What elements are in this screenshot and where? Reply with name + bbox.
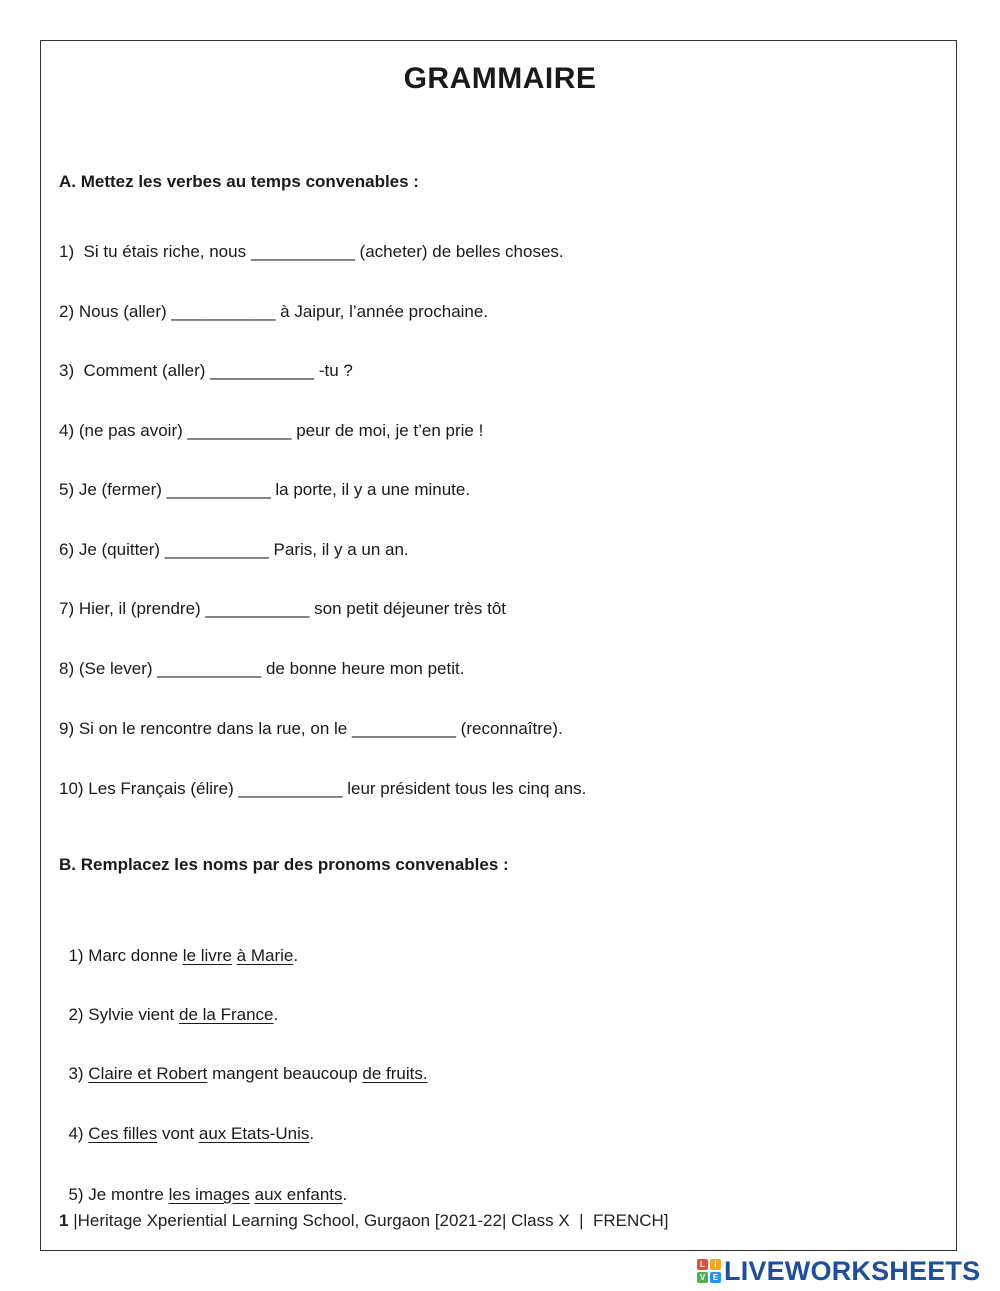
section-b-item-2: 2) Sylvie vient de la France.	[68, 1005, 279, 1024]
underlined-noun: Claire et Robert	[88, 1064, 208, 1083]
page-title: GRAMMAIRE	[403, 62, 597, 95]
section-a-item-8: 8) (Se lever) ___________ de bonne heure mon petit.	[59, 659, 465, 678]
section-a-item-5: 5) Je (fermer) ___________ la porte, il y a une minute.	[59, 480, 471, 499]
liveworksheets-watermark[interactable]	[697, 1256, 980, 1286]
underlined-noun: de la France	[179, 1005, 274, 1024]
section-a-item-4: 4) (ne pas avoir) ___________ peur de moi, je t’en prie !	[59, 421, 484, 440]
section-b-heading: B. Remplacez les noms par des pronoms convenables :	[59, 855, 509, 874]
section-a-item-9: 9) Si on le rencontre dans la rue, on le ___________ (reconnaître).	[59, 719, 563, 738]
underlined-noun: aux Etats-Unis	[198, 1124, 310, 1143]
underlined-noun: le livre	[182, 946, 232, 965]
section-a-item-1: 1) Si tu étais riche, nous ___________ (acheter) de belles choses.	[59, 242, 564, 261]
section-b-item-1: 1) Marc donne le livre à Marie.	[68, 946, 299, 965]
section-a-heading: A. Mettez les verbes au temps convenables :	[59, 172, 419, 191]
underlined-noun: les images	[168, 1185, 250, 1204]
footer-text: |Heritage Xperiential Learning School, Gurgaon [2021-22| Class X | FRENCH]	[68, 1211, 669, 1230]
underlined-noun: aux enfants	[254, 1185, 343, 1204]
page-number: 1	[59, 1211, 69, 1230]
underlined-noun: Ces filles	[88, 1124, 158, 1143]
page-footer	[59, 1211, 669, 1231]
section-a-item-10: 10) Les Français (élire) ___________ leur président tous les cinq ans.	[59, 779, 587, 798]
section-b-item-3: 3) Claire et Robert mangent beaucoup de fruits.	[68, 1064, 428, 1083]
section-a-item-2: 2) Nous (aller) ___________ à Jaipur, l’année prochaine.	[59, 302, 489, 321]
underlined-noun: de fruits.	[362, 1064, 428, 1083]
brand-name: LIVEWORKSHEETS	[724, 1255, 981, 1286]
section-a-item-3: 3) Comment (aller) ___________ -tu ?	[59, 361, 353, 380]
section-a-item-7: 7) Hier, il (prendre) ___________ son petit déjeuner très tôt	[59, 599, 506, 618]
underlined-noun: à Marie	[236, 946, 294, 965]
section-b-item-4: 4) Ces filles vont aux Etats-Unis.	[68, 1124, 315, 1143]
liveworksheets-logo-icon: L I V E	[697, 1259, 721, 1283]
section-b-item-5: 5) Je montre les images aux enfants.	[68, 1185, 348, 1204]
section-a-item-6: 6) Je (quitter) ___________ Paris, il y a un an.	[59, 540, 409, 559]
